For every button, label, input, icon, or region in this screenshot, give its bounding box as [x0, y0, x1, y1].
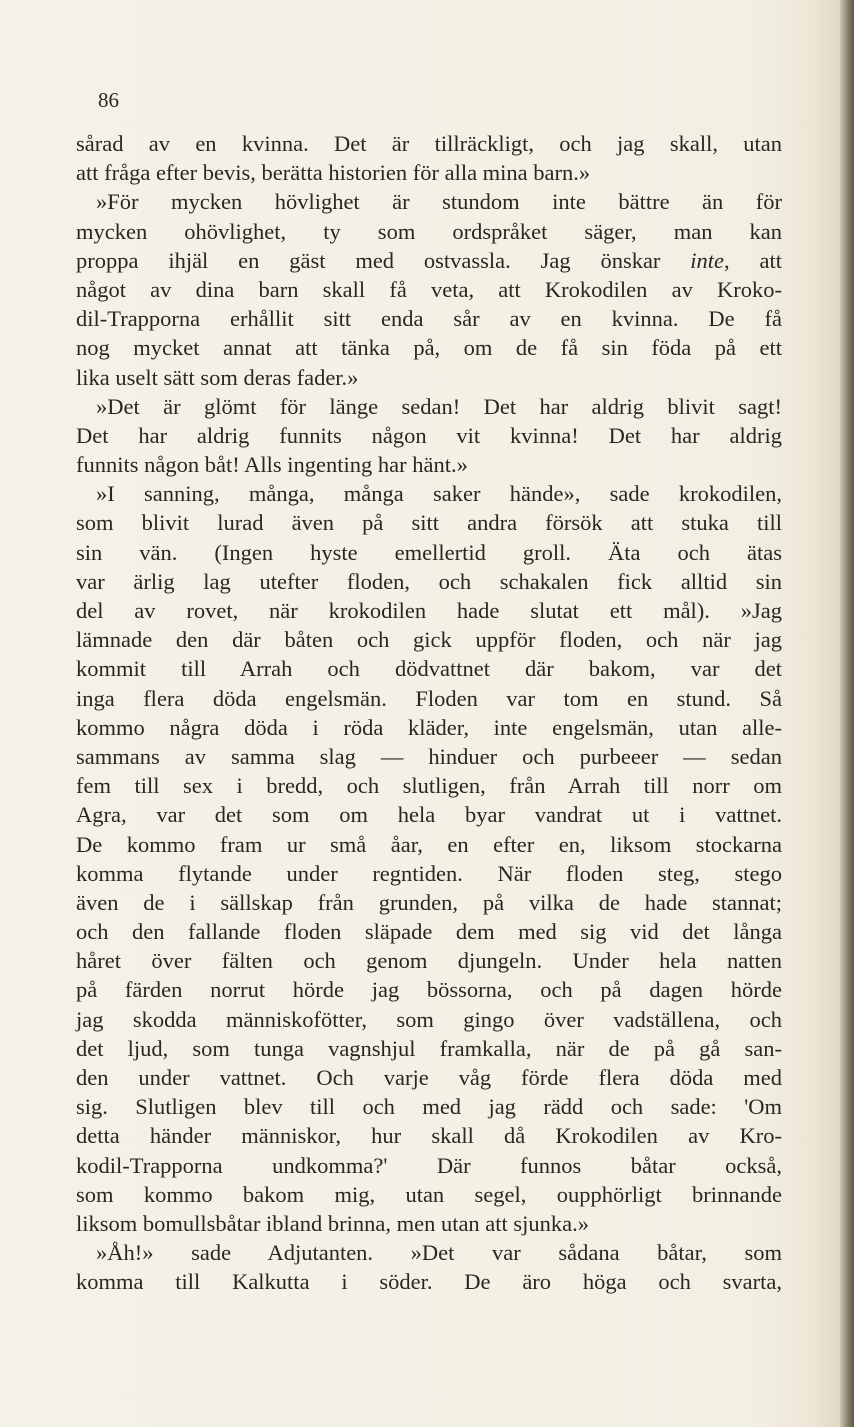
text-line: håret över fälten och genom djungeln. Under hela natten: [76, 948, 782, 974]
text-line: lika uselt sätt som deras fader.»: [76, 364, 359, 390]
text-line: på färden norrut hörde jag bössorna, och på dagen hörde: [76, 977, 782, 1003]
text-line: kodil-Trapporna undkomma?' Där funnos båtar också,: [76, 1152, 782, 1178]
text-line: den under vattnet. Och varje våg förde flera döda med: [76, 1065, 782, 1090]
text-line: dil-Trapporna erhållit sitt enda sår av en kvinna. De få: [76, 306, 782, 332]
text-line: »I sanning, många, många saker hände», sade krokodilen,: [96, 481, 782, 507]
text-line: komma flytande under regntiden. När floden steg, stego: [76, 860, 782, 886]
text-line: »För mycken hövlighet är stundom inte bättre än för: [96, 189, 782, 215]
text-line: det ljud, som tunga vagnshjul framkalla, när de på gå san-: [76, 1035, 782, 1061]
emphasized-word: inte: [690, 247, 725, 273]
text-line: något av dina barn skall få veta, att Krokodilen av Kroko-: [76, 276, 782, 302]
text-line: som kommo bakom mig, utan segel, oupphörligt brinnande: [76, 1181, 782, 1207]
text-line: att fråga efter bevis, berätta historien för alla mina barn.»: [76, 160, 591, 186]
text-line: sårad av en kvinna. Det är tillräckligt, och jag skall, utan: [76, 131, 782, 156]
text-line: kommit till Arrah och dödvattnet där bakom, var det: [76, 656, 782, 682]
text-line: även de i sällskap från grunden, på vilka de hade stannat;: [76, 889, 782, 915]
text-line: liksom bomullsbåtar ibland brinna, men utan att sjunka.»: [76, 1210, 590, 1236]
text-line: »Åh!» sade Adjutanten. »Det var sådana båtar, som: [96, 1240, 782, 1266]
text-line: mycken ohövlighet, ty som ordspråket säger, man kan: [76, 218, 782, 244]
text-line: [76, 246, 782, 275]
text-line: nog mycket annat att tänka på, om de få sin föda på ett: [76, 335, 782, 361]
text-line: lämnade den där båten och gick uppför floden, och när jag: [76, 627, 782, 653]
text-line: detta händer människor, hur skall då Krokodilen av Kro-: [76, 1123, 782, 1149]
page-number: 86: [98, 88, 119, 112]
text-line: Agra, var det som om hela byar vandrat ut i vattnet.: [76, 802, 782, 828]
text-line: inga flera döda engelsmän. Floden var tom en stund. Så: [76, 685, 782, 711]
text-line: var ärlig lag utefter floden, och schakalen fick alltid sin: [76, 568, 782, 594]
page-body-text: [76, 129, 782, 1297]
text-line: »Det är glömt för länge sedan! Det har aldrig blivit sagt!: [96, 393, 782, 419]
text-line: sig. Slutligen blev till och med jag rädd och sade: 'Om: [76, 1094, 782, 1120]
text-line: jag skodda människofötter, som gingo över vadställena, och: [76, 1006, 782, 1032]
text-line: Det har aldrig funnits någon vit kvinna! Det har aldrig: [76, 422, 782, 448]
text-line: De kommo fram ur små åar, en efter en, liksom stockarna: [76, 831, 782, 857]
page-edge-shadow: [840, 0, 854, 1427]
text-line: komma till Kalkutta i söder. De äro höga och svarta,: [76, 1269, 782, 1295]
text-line: sammans av samma slag — hinduer och purbeeer — sedan: [76, 743, 782, 769]
text-line: som blivit lurad även på sitt andra försök att stuka till: [76, 510, 782, 536]
text-line: funnits någon båt! Alls ingenting har hänt.»: [76, 452, 468, 478]
text-line: del av rovet, när krokodilen hade slutat ett mål). »Jag: [76, 598, 782, 623]
text-line: sin vän. (Ingen hyste emellertid groll. Äta och ätas: [76, 539, 782, 565]
text-line: kommo några döda i röda kläder, inte engelsmän, utan alle-: [76, 714, 782, 740]
text-span: proppa ihjäl en gäst med ostvassla. Jag önskar: [76, 247, 691, 273]
text-line: och den fallande floden släpade dem med sig vid det långa: [76, 919, 782, 945]
text-line: fem till sex i bredd, och slutligen, från Arrah till norr om: [76, 773, 782, 799]
text-span: , att: [724, 247, 782, 273]
